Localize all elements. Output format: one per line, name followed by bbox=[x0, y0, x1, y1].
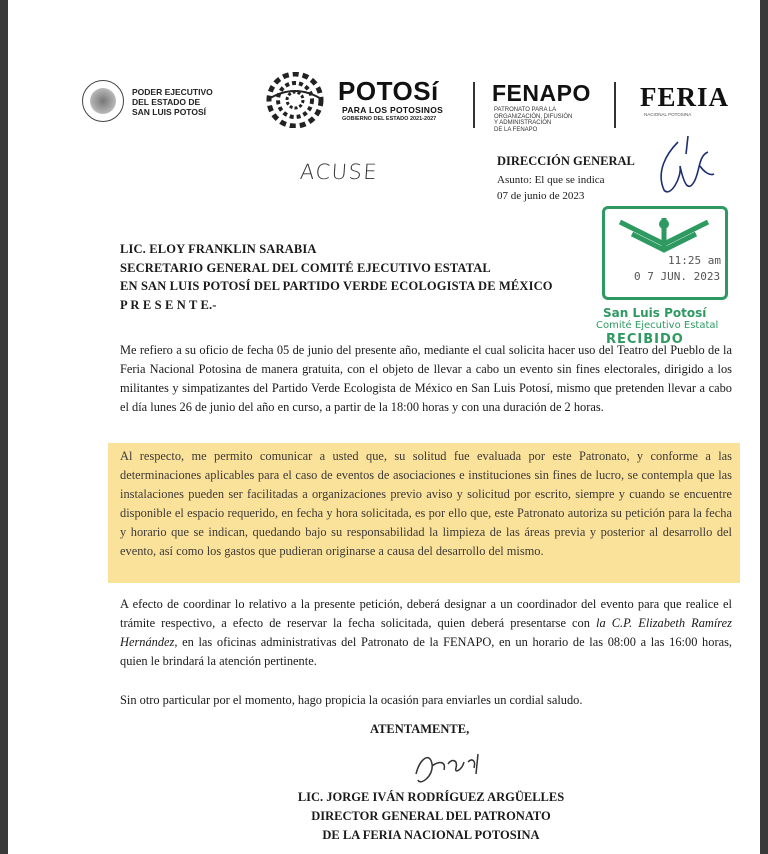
poder-ejecutivo-logo bbox=[132, 87, 213, 117]
p3-text: A efecto de coordinar lo relativo a la presente petición, deberá designar a un coordinador del evento para que realice el trámite respectivo, a efecto de reservar la fecha solicitada, quien deberá presentarse con bbox=[120, 597, 732, 630]
fenapo-subtitle bbox=[494, 107, 572, 133]
p3-text: , en las oficinas administrativas del Patronato de la FENAPO, en un horario de las 08:00 a las 16:00 horas, quien le brindará la atención pertinente. bbox=[120, 635, 732, 668]
body-paragraph-1: Me refiero a su oficio de fecha 05 de junio del presente año, mediante el cual solicita hacer uso del Teatro del Pueblo de la Feria Nacional Potosina de manera gratuita, con el objeto de llevar a cabo un evento sin fines electorales, dirigido a los militantes y simpatizantes del Partido Verde Ecologista de México en San Luis Potosí, mismo que pretenden llevar a cabo el día lunes 26 de junio del año en curso, a partir de la 18:00 horas y con una duración de 2 horas. bbox=[120, 343, 732, 414]
acuse-handwritten: ACUSE bbox=[299, 160, 379, 184]
poder-line: DEL ESTADO DE bbox=[132, 97, 201, 107]
signer-line: DE LA FERIA NACIONAL POTOSINA bbox=[322, 828, 540, 842]
seal-emblem bbox=[90, 88, 116, 114]
poder-line: SAN LUIS POTOSÍ bbox=[132, 107, 206, 117]
party-emblem-icon bbox=[612, 214, 718, 254]
potosi-government: GOBIERNO DEL ESTADO 2021-2027 bbox=[342, 116, 437, 122]
body-paragraph-2-highlighted: Al respecto, me permito comunicar a usted que, su solitud fue evaluada por este Patronato, y conforme a las determinaciones aplicables para el caso de eventos de asociaciones e instituciones sin fines de lucro, se contempla que las instalaciones pueden ser facilitadas a organizaciones previo aviso y solicitud por escrito, siempre y cuando se encuentre disponible el espacio requerido, en fecha y hora solicitada, es por ello que, este Patronato autoriza su petición para la fecha y horario que se indican, quedando bajo su responsabilidad la limpieza de las áreas previa y posterior al desarrollo del evento, así como los gastos que pudieran originarse a causa del desarrollo del mismo. bbox=[120, 449, 732, 558]
fenapo-subtitle-line: Y ADMINISTRACIÓN bbox=[494, 120, 552, 126]
body-paragraph-4: Sin otro particular por el momento, hago propicia la ocasión para enviarles un cordial saludo. bbox=[120, 693, 583, 707]
stamp-date: 0 7 JUN. 2023 bbox=[634, 270, 721, 283]
salutation: ATENTAMENTE, bbox=[370, 722, 470, 736]
director-signature bbox=[406, 744, 496, 788]
header-divider bbox=[614, 82, 616, 128]
fenapo-subtitle-line: DE LA FENAPO bbox=[494, 126, 538, 133]
receiver-signature bbox=[648, 132, 718, 204]
body-paragraph-3 bbox=[120, 595, 732, 671]
stamp-city: San Luis Potosí bbox=[603, 306, 707, 320]
potosi-title: POTOSí bbox=[338, 76, 439, 106]
stamp-committee: Comité Ejecutivo Estatal bbox=[596, 320, 719, 331]
potosi-swirl-icon bbox=[262, 72, 328, 128]
recipient-line: P R E S E N T E.- bbox=[120, 297, 217, 312]
fenapo-subtitle-line: ORGANIZACIÓN, DIFUSIÓN bbox=[494, 113, 573, 120]
recipient-line: EN SAN LUIS POTOSÍ DEL PARTIDO VERDE ECOLOGISTA DE MÉXICO bbox=[120, 279, 553, 293]
document-page bbox=[8, 0, 760, 854]
header-divider bbox=[473, 82, 475, 128]
signer-line: LIC. JORGE IVÁN RODRÍGUEZ ARGÜELLES bbox=[297, 790, 565, 804]
department: DIRECCIÓN GENERAL bbox=[497, 154, 635, 168]
document-date: 07 de junio de 2023 bbox=[497, 190, 585, 202]
contact-person: la C.P. Elizabeth Ramírez Hernández bbox=[120, 616, 732, 649]
subject: Asunto: El que se indica bbox=[497, 174, 605, 186]
stamp-time: 11:25 am bbox=[668, 254, 721, 267]
feria-subtitle: NACIONAL POTOSINA bbox=[644, 112, 692, 117]
signer-block bbox=[256, 788, 606, 845]
signer-line: DIRECTOR GENERAL DEL PATRONATO bbox=[311, 809, 551, 823]
feria-title: FERIA bbox=[640, 82, 730, 112]
recipient-line: SECRETARIO GENERAL DEL COMITÉ EJECUTIVO ESTATAL bbox=[120, 260, 491, 275]
fenapo-title: FENAPO bbox=[492, 80, 591, 106]
stamp-received: RECIBIDO bbox=[606, 332, 684, 347]
poder-line: PODER EJECUTIVO bbox=[132, 87, 213, 97]
recipient-block bbox=[120, 240, 553, 314]
fenapo-subtitle-line: PATRONATO PARA LA bbox=[494, 107, 557, 113]
potosi-tagline: PARA LOS POTOSINOS bbox=[342, 105, 444, 115]
recipient-line: LIC. ELOY FRANKLIN SARABIA bbox=[120, 242, 317, 256]
